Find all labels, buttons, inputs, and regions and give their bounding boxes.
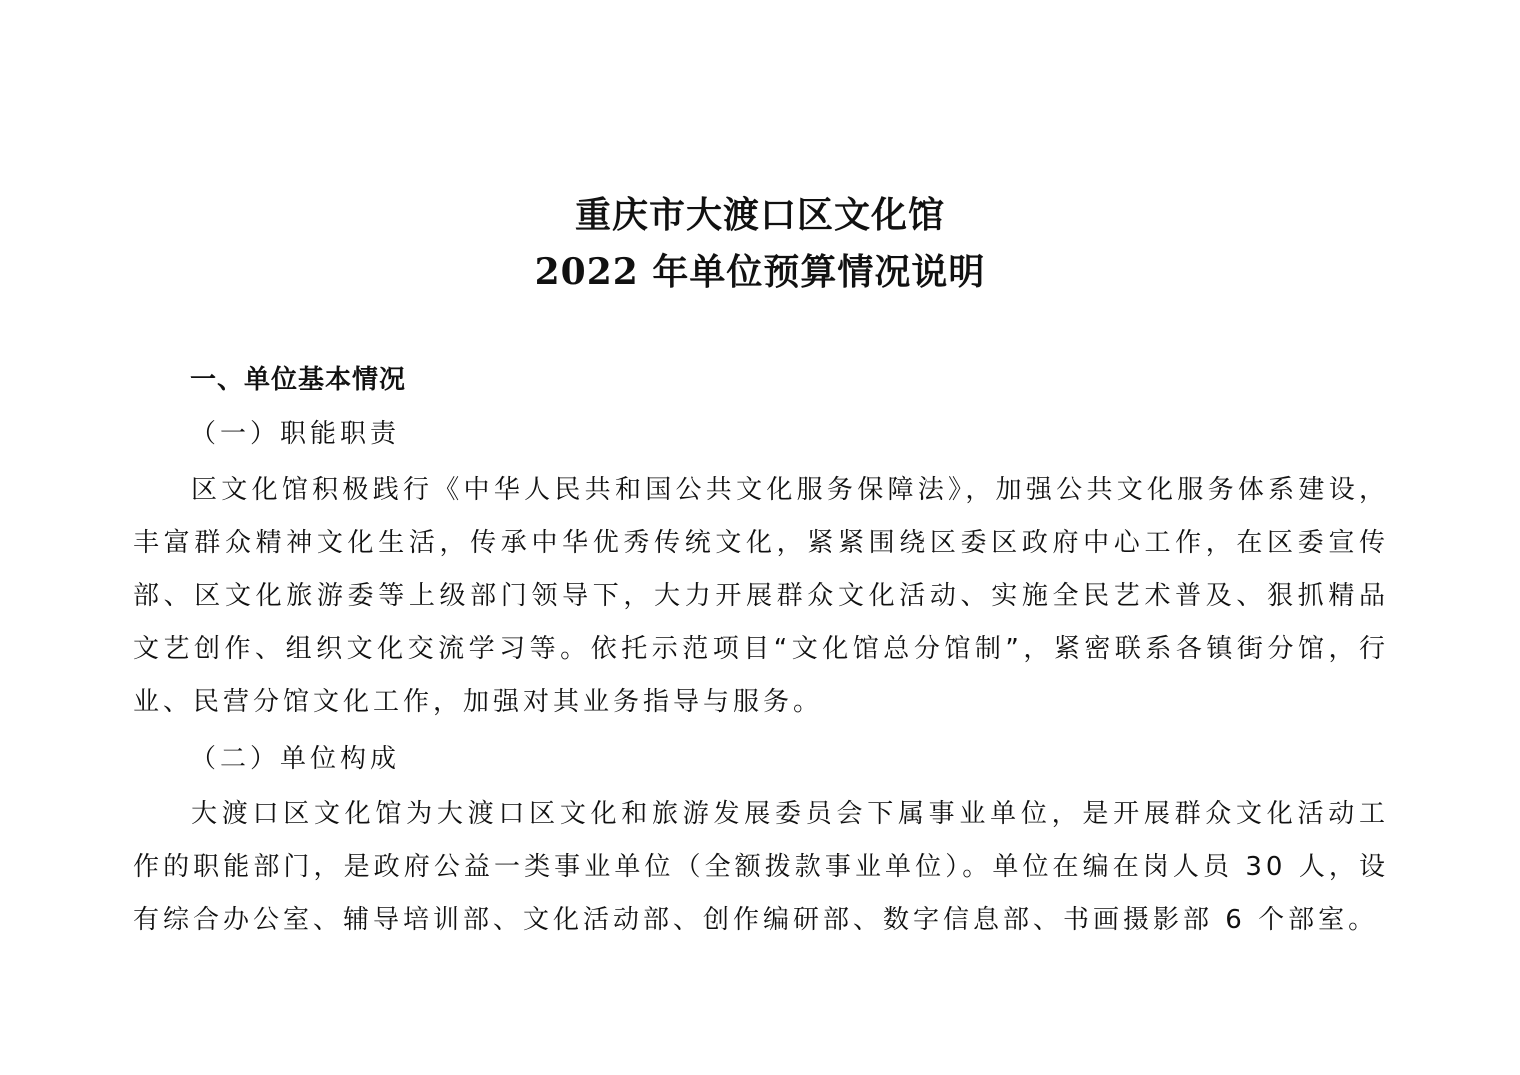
subsection-heading-composition: （二）单位构成 [190,744,401,774]
paragraph-composition: 大渡口区文化馆为大渡口区文化和旅游发展委员会下属事业单位，是开展群众文化活动工作的职能部门，是政府公益一类事业单位（全额拨款事业单位）。单位在编在岗人员 30 人，设有综合办公室、辅导培训部、文化活动部、创作编研部、数字信息部、书画摄影部 6 个部室。 [133,799,1389,935]
section-heading-basic-info: 一、单位基本情况 [190,365,407,395]
paragraph-duties: 区文化馆积极践行《中华人民共和国公共文化服务保障法》，加强公共文化服务体系建设，丰富群众精神文化生活，传承中华优秀传统文化，紧紧围绕区委区政府中心工作，在区委宣传部、区文化旅游委等上级部门领导下，大力开展群众文化活动、实施全民艺术普及、狠抓精品文艺创作、组织文化交流学习等。依托示范项目“文化馆总分馆制”，紧密联系各镇街分馆，行业、民营分馆文化工作，加强对其业务指导与服务。 [133,475,1389,717]
subsection-heading-duties: （一）职能职责 [190,419,401,449]
document-subtitle: 2022 年单位预算情况说明 [534,251,986,293]
document-title: 重庆市大渡口区文化馆 [574,194,945,236]
